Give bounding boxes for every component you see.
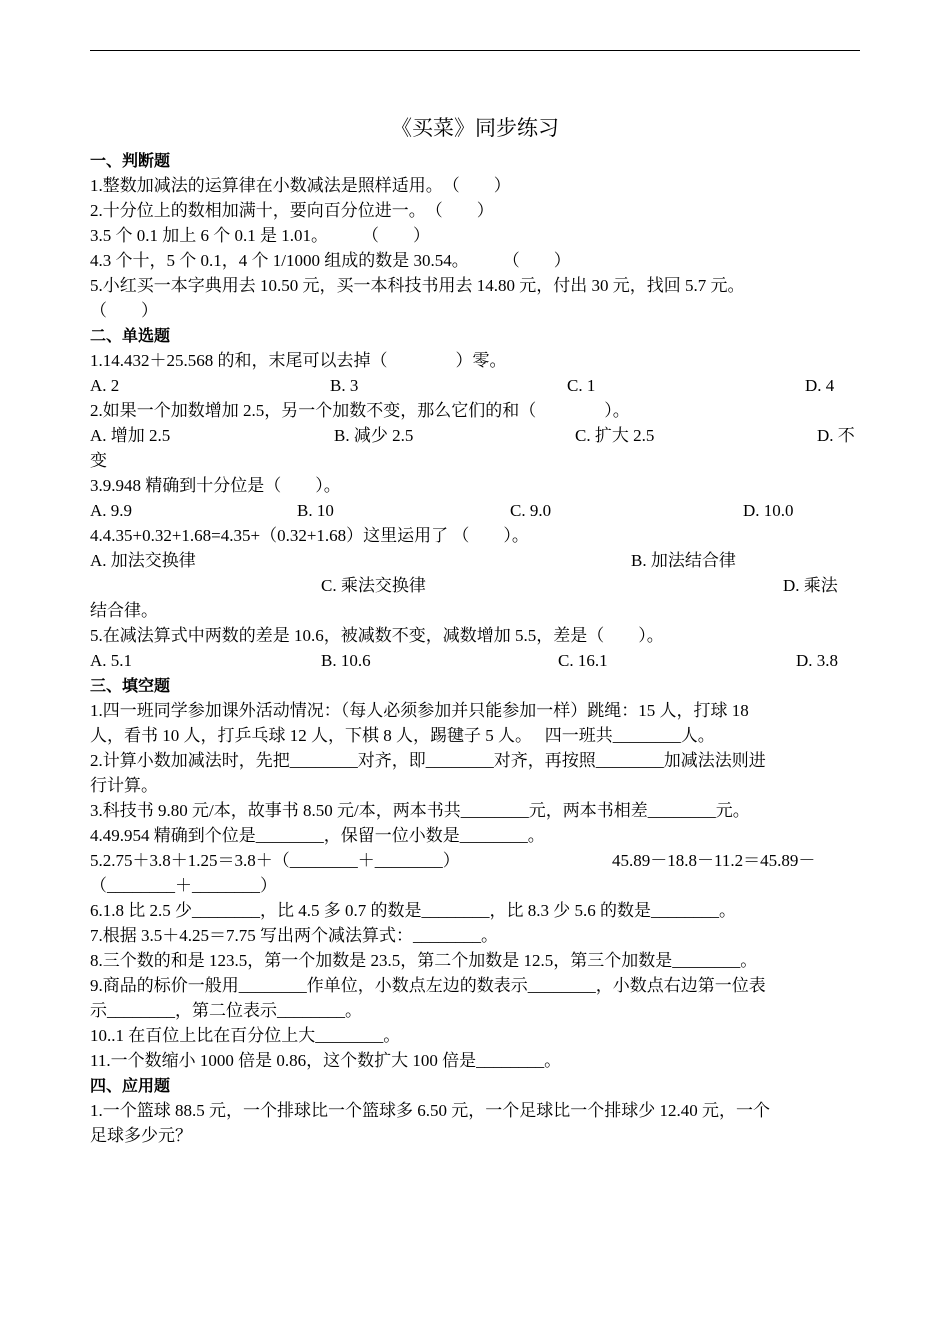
question-text: 10..1 在百位上比在百分位上大________。: [90, 1026, 401, 1045]
option-d: D. 4: [805, 376, 835, 395]
option-c: C. 扩大 2.5: [575, 426, 655, 445]
options-row: [90, 648, 860, 673]
options-row: [90, 373, 860, 398]
question-text: 4.3 个十，5 个 0.1，4 个 1/1000 组成的数是 30.54。 （ ）: [90, 251, 571, 270]
question-text: 8.三个数的和是 123.5，第一个加数是 23.5，第二个加数是 12.5，第三个加数是________。: [90, 951, 758, 970]
question-text: 2.如果一个加数增加 2.5，另一个加数不变，那么它们的和（ ）。: [90, 401, 630, 420]
question-text: 1.14.432＋25.568 的和，末尾可以去掉（ ）零。: [90, 351, 507, 370]
section-heading-application: 四、应用题: [90, 1076, 171, 1095]
option-b: B. 加法结合律: [631, 551, 736, 570]
options-row: [90, 498, 860, 523]
option-b: B. 3: [330, 376, 359, 395]
option-a: A. 5.1: [90, 651, 133, 670]
question-text: 1.一个篮球 88.5 元，一个排球比一个篮球多 6.50 元，一个足球比一个排球少 12.40 元，一个: [90, 1101, 770, 1120]
question-text: 9.商品的标价一般用________作单位，小数点左边的数表示________，小数点右边第一位表: [90, 976, 766, 995]
question-text: 3.科技书 9.80 元/本，故事书 8.50 元/本，两本书共________元，两本书相差________元。: [90, 801, 750, 820]
question-text: 5.2.75＋3.8＋1.25＝3.8＋（________＋________）: [90, 851, 460, 870]
option-c: C. 乘法交换律: [321, 576, 426, 595]
question-text: 2.十分位上的数相加满十，要向百分位进一。 （ ）: [90, 201, 494, 220]
document-body: [90, 148, 860, 1148]
option-d: D. 3.8: [796, 651, 839, 670]
question-text: 2.计算小数加减法时，先把________对齐，即________对齐，再按照________加减法法则进: [90, 751, 766, 770]
section-heading-single-choice: 二、单选题: [90, 326, 171, 345]
options-row: [90, 548, 860, 573]
question-text: 11.一个数缩小 1000 倍是 0.86，这个数扩大 100 倍是________。: [90, 1051, 562, 1070]
question-text: 人，看书 10 人，打乒乓球 12 人，下棋 8 人，踢毽子 5 人。 四一班共________人。: [90, 726, 715, 745]
question-text: 4.4.35+0.32+1.68=4.35+（0.32+1.68）这里运用了 （ ）。: [90, 526, 529, 545]
question-text: 5.在减法算式中两数的差是 10.6，被减数不变，减数增加 5.5，差是（ ）。: [90, 626, 664, 645]
option-a: A. 加法交换律: [90, 551, 196, 570]
question-text: 4.49.954 精确到个位是________，保留一位小数是________。: [90, 826, 545, 845]
question-text: 3.9.948 精确到十分位是（ ）。: [90, 476, 341, 495]
option-a: A. 2: [90, 376, 120, 395]
question-text: （________＋________）: [90, 876, 277, 895]
question-text: 1.整数加减法的运算律在小数减法是照样适用。 （ ）: [90, 176, 511, 195]
section-heading-fill-in: 三、填空题: [90, 676, 171, 695]
option-continuation: 变: [90, 451, 107, 470]
question-text: 6.1.8 比 2.5 少________，比 4.5 多 0.7 的数是________，比 8.3 少 5.6 的数是________。: [90, 901, 736, 920]
option-c: C. 1: [567, 376, 596, 395]
question-text: 1.四一班同学参加课外活动情况：（每人必须参加并只能参加一样）跳绳：15 人，打球 18: [90, 701, 749, 720]
question-text: 示________，第二位表示________。: [90, 1001, 362, 1020]
header-rule: [90, 50, 860, 51]
question-row: [90, 848, 860, 873]
option-b: B. 10.6: [321, 651, 371, 670]
option-continuation: 结合律。: [90, 601, 158, 620]
option-b: B. 减少 2.5: [334, 426, 414, 445]
question-text: 3.5 个 0.1 加上 6 个 0.1 是 1.01。 （ ）: [90, 226, 430, 245]
option-c: C. 16.1: [558, 651, 608, 670]
options-row: [90, 423, 860, 448]
question-text: 45.89－18.8－11.2＝45.89－: [612, 851, 816, 870]
question-text: （ ）: [90, 301, 158, 320]
question-text: 7.根据 3.5＋4.25＝7.75 写出两个减法算式：________。: [90, 926, 498, 945]
question-text: 足球多少元？: [90, 1126, 192, 1145]
options-row: [90, 573, 860, 598]
option-d: D. 10.0: [743, 501, 794, 520]
section-heading-judgement: 一、判断题: [90, 151, 171, 170]
option-b: B. 10: [297, 501, 334, 520]
option-a: A. 增加 2.5: [90, 426, 171, 445]
question-text: 行计算。: [90, 776, 158, 795]
option-d: D. 不: [817, 426, 855, 445]
option-c: C. 9.0: [510, 501, 552, 520]
option-a: A. 9.9: [90, 501, 133, 520]
question-text: 5.小红买一本字典用去 10.50 元，买一本科技书用去 14.80 元，付出 30 元，找回 5.7 元。: [90, 276, 745, 295]
option-d: D. 乘法: [783, 576, 838, 595]
page-title: 《买菜》同步练习: [391, 116, 559, 140]
